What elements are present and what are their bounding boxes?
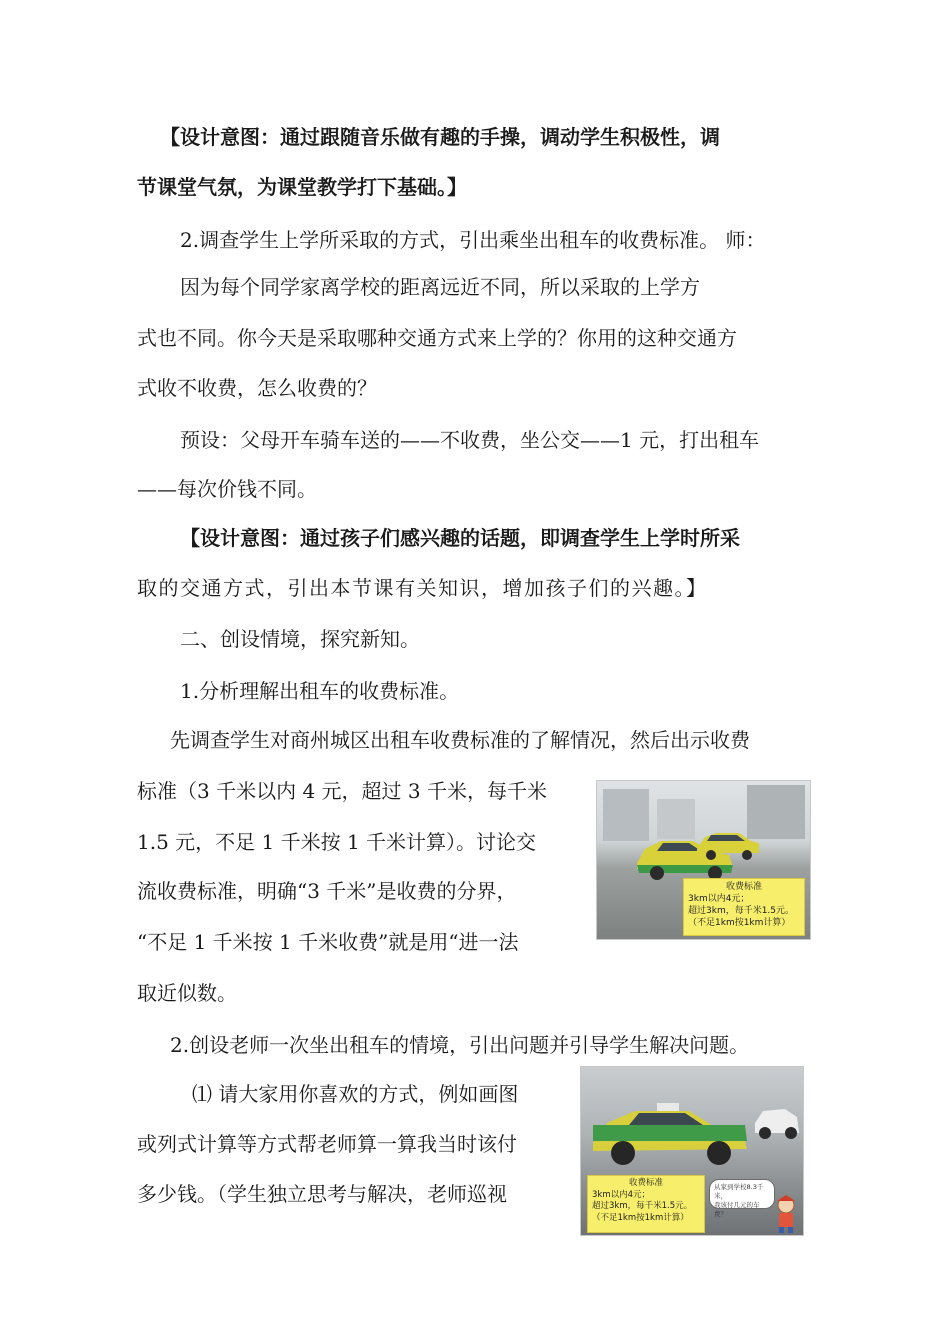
paragraph-line: 2.调查学生上学所采取的方式，引出乘坐出租车的收费标准。 师：: [180, 228, 766, 252]
taxi-illustration: [585, 1085, 755, 1175]
paragraph-line: 式也不同。你今天是采取哪种交通方式来上学的？你用的这种交通方: [137, 326, 737, 350]
subsection-heading: 1.分析理解出租车的收费标准。: [180, 679, 460, 703]
car-illustration: [751, 1093, 801, 1143]
fee-standard-sign: [587, 1175, 705, 1233]
design-intent-1-line-1: 【设计意图：通过跟随音乐做有趣的手操，调动学生积极性，调: [160, 125, 720, 149]
paragraph-line: ——每次价钱不同。: [137, 477, 317, 501]
sign-line: 超过3km，每千米1.5元。: [592, 1201, 693, 1211]
taxi-illustration: [693, 821, 763, 861]
paragraph-line: 取近似数。: [137, 981, 237, 1005]
speech-bubble: [709, 1179, 775, 1218]
sign-title: 收费标准: [628, 1178, 663, 1188]
paragraph-line: 1.5 元，不足 1 千米按 1 千米计算）。讨论交: [137, 830, 537, 854]
cartoon-child-icon: [771, 1195, 801, 1233]
paragraph-line: 预设：父母开车骑车送的——不收费，坐公交——1 元，打出租车: [180, 428, 760, 452]
paragraph-line: 流收费标准，明确“3 千米”是收费的分界，: [137, 879, 517, 903]
paragraph-line: 式收不收费，怎么收费的？: [137, 376, 377, 400]
sign-line: （不足1km按1km计算）: [592, 1212, 689, 1223]
sign-title: 收费标准: [725, 882, 762, 892]
design-intent-2-line-1: 【设计意图：通过孩子们感兴趣的话题，即调查学生上学时所采: [180, 526, 740, 550]
paragraph-line: 2.创设老师一次坐出租车的情境，引出问题并引导学生解决问题。: [170, 1033, 750, 1057]
section-heading: 二、创设情境，探究新知。: [180, 627, 420, 651]
paragraph-line: 先调查学生对商州城区出租车收费标准的了解情况，然后出示收费: [170, 728, 750, 752]
sign-line: 3km以内4元；: [688, 894, 750, 904]
question-1-line: ⑴ 请大家用你喜欢的方式，例如画图: [192, 1082, 519, 1106]
taxi-question-photo: [580, 1066, 804, 1236]
sign-line: （不足1km按1km计算）: [688, 918, 791, 928]
design-intent-2-line-2: 取的交通方式，引出本节课有关知识，增加孩子们的兴趣。】: [137, 576, 708, 600]
paragraph-line: “不足 1 千米按 1 千米收费”就是用“进一法: [137, 930, 519, 954]
bubble-line: 我该付几元的车费？: [714, 1201, 760, 1218]
design-intent-1-line-2: 节课堂气氛，为课堂教学打下基础。】: [137, 175, 467, 199]
paragraph-line: 或列式计算等方式帮老师算一算我当时该付: [137, 1132, 517, 1156]
paragraph-line: 标准（3 千米以内 4 元，超过 3 千米，每千米: [137, 779, 547, 803]
sign-line: 超过3km，每千米1.5元。: [688, 906, 795, 916]
paragraph-line: 多少钱。（学生独立思考与解决，老师巡视: [137, 1182, 507, 1206]
sign-line: 3km以内4元；: [592, 1189, 651, 1200]
fee-standard-sign: [683, 878, 805, 936]
taxi-street-photo: [596, 780, 811, 940]
paragraph-line: 因为每个同学家离学校的距离远近不同，所以采取的上学方: [180, 275, 700, 299]
bubble-line: 从家到学校8.3千米，: [714, 1183, 764, 1200]
